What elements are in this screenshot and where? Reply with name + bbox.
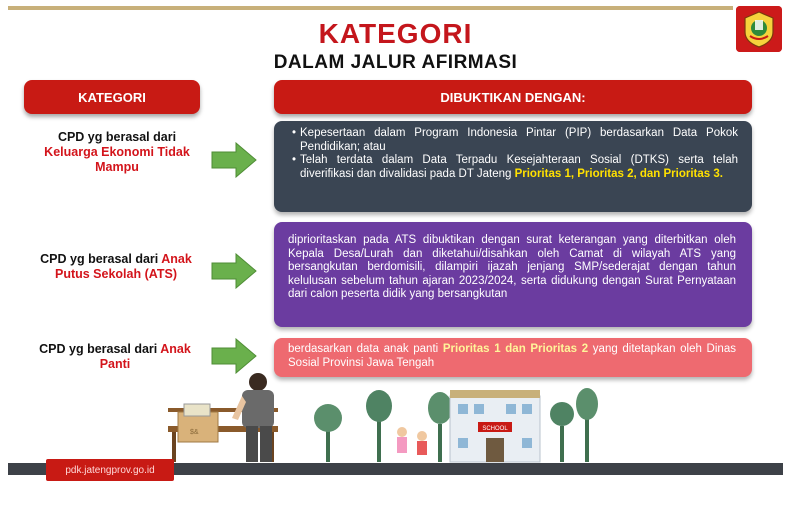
sad-person-icon [232,373,274,462]
category-prefix: CPD yg berasal dari [57,130,177,144]
category-highlight: Anak Putus Sekolah (ATS) [54,252,192,281]
priority-highlight: Prioritas 1, Prioritas 2, dan Prioritas 3. [514,167,723,180]
page-title: KATEGORI [318,18,473,49]
children-icon [397,427,427,455]
svg-text:$&: $& [190,429,199,436]
header-proof: DIBUKTIKAN DENGAN: [274,80,752,114]
school-sign: SCHOOL [482,426,508,432]
category-row-1 [32,130,202,175]
illustration-scene [150,368,750,468]
category-prefix: CPD yg berasal dari [39,342,158,356]
footer-url[interactable]: pdk.jatengprov.go.id [46,459,174,481]
proof-bullet-1: • Kepesertaan dalam Program Indonesia Pintar (PIP) berdasarkan Data Pokok Pendidikan; atau [292,127,738,154]
page-subtitle: DALAM JALUR AFIRMASI [273,52,518,73]
proof-bullet-2 [292,154,738,181]
top-accent-line [8,6,733,10]
category-prefix: CPD yg berasal dari [40,252,159,266]
proof-text-before: berdasarkan data anak panti [288,343,439,355]
arrow-right-icon [211,253,257,289]
proof-box-2: diprioritaskan pada ATS dibuktikan dengan surat keterangan yang diterbitkan oleh Kepala Desa/Lurah dan diketahui/disahkan oleh Camat di wilayah ATS yang bersangkutan berdomisili, dilampiri ijazah jenjang SMP/sederajat dengan tahun kelulusan sebelum tahun ajaran 2023/2024, serta didukung dengan Surat Pernyataan dari calon peserta didik yang bersangkutan [274,222,752,327]
priority-highlight: Prioritas 1 dan Prioritas 2 [442,343,589,355]
category-highlight: Anak Panti [99,342,191,371]
header-category: KATEGORI [24,80,200,114]
category-highlight: Keluarga Ekonomi Tidak Mampu [44,145,190,174]
school-building-icon [450,390,540,462]
category-row-2 [26,252,206,282]
proof-bullet-2-text: Telah terdata dalam Data Terpadu Kesejahteraan Sosial (DTKS) serta telah diverifikasi dan divalidasi pada DT Jateng [300,154,738,180]
proof-box-1 [274,121,752,212]
arrow-right-icon [211,142,257,178]
proof-text-after: yang ditetapkan oleh Dinas Sosial Provinsi Jawa Tengah [288,343,736,369]
